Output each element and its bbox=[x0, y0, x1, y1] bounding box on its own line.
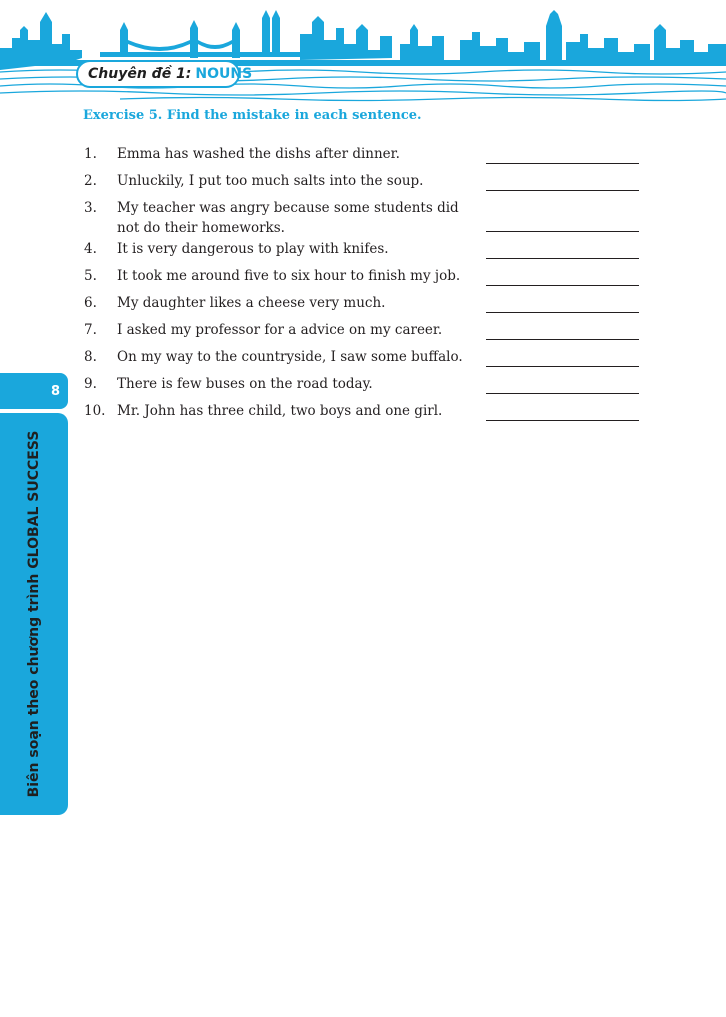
question-number: 6. bbox=[84, 295, 97, 311]
question-item bbox=[84, 373, 644, 400]
page-number-tab bbox=[0, 373, 68, 409]
question-text: My daughter likes a cheese very much. bbox=[117, 295, 386, 311]
question-item bbox=[84, 319, 644, 346]
answer-blank[interactable] bbox=[486, 366, 639, 367]
london-skyline-illustration bbox=[0, 0, 726, 105]
question-text: Mr. John has three child, two boys and one girl. bbox=[117, 403, 443, 419]
question-number: 5. bbox=[84, 268, 97, 284]
question-number: 9. bbox=[84, 376, 97, 392]
question-item bbox=[84, 143, 644, 170]
question-item bbox=[84, 346, 644, 373]
question-text: Emma has washed the dishs after dinner. bbox=[117, 146, 400, 162]
question-item bbox=[84, 197, 644, 238]
question-text: I asked my professor for a advice on my career. bbox=[117, 322, 443, 338]
question-list bbox=[84, 143, 644, 427]
question-item bbox=[84, 292, 644, 319]
answer-blank[interactable] bbox=[486, 258, 639, 259]
answer-blank[interactable] bbox=[486, 190, 639, 191]
answer-blank[interactable] bbox=[486, 163, 639, 164]
question-number: 2. bbox=[84, 173, 97, 189]
question-number: 1. bbox=[84, 146, 97, 162]
answer-blank[interactable] bbox=[486, 393, 639, 394]
question-text: It took me around five to six hour to finish my job. bbox=[117, 268, 461, 284]
question-item bbox=[84, 400, 644, 427]
question-number: 7. bbox=[84, 322, 97, 338]
header-banner bbox=[0, 0, 726, 105]
answer-blank[interactable] bbox=[486, 231, 639, 232]
question-number: 10. bbox=[84, 403, 106, 419]
question-number: 4. bbox=[84, 241, 97, 257]
answer-blank[interactable] bbox=[486, 312, 639, 313]
question-text: Unluckily, I put too much salts into the soup. bbox=[117, 173, 424, 189]
question-text: There is few buses on the road today. bbox=[117, 376, 373, 392]
question-item bbox=[84, 265, 644, 292]
question-number: 8. bbox=[84, 349, 97, 365]
book-title: Biên soạn theo chương trình GLOBAL SUCCESS bbox=[26, 430, 42, 798]
topic-name: NOUNS bbox=[195, 66, 253, 82]
question-item bbox=[84, 238, 644, 265]
question-text: It is very dangerous to play with knifes. bbox=[117, 241, 389, 257]
topic-prefix: Chuyên đề 1: bbox=[88, 66, 192, 82]
answer-blank[interactable] bbox=[486, 420, 639, 421]
topic-label bbox=[76, 60, 253, 88]
exercise-title: Exercise 5. Find the mistake in each sentence. bbox=[83, 108, 422, 123]
question-text: On my way to the countryside, I saw some buffalo. bbox=[117, 349, 463, 365]
question-number: 3. bbox=[84, 200, 97, 216]
question-item bbox=[84, 170, 644, 197]
answer-blank[interactable] bbox=[486, 285, 639, 286]
question-text: My teacher was angry because some students did not do their homeworks. bbox=[117, 200, 459, 236]
book-title-tab bbox=[0, 413, 68, 815]
answer-blank[interactable] bbox=[486, 339, 639, 340]
page-number: 8 bbox=[50, 383, 60, 399]
